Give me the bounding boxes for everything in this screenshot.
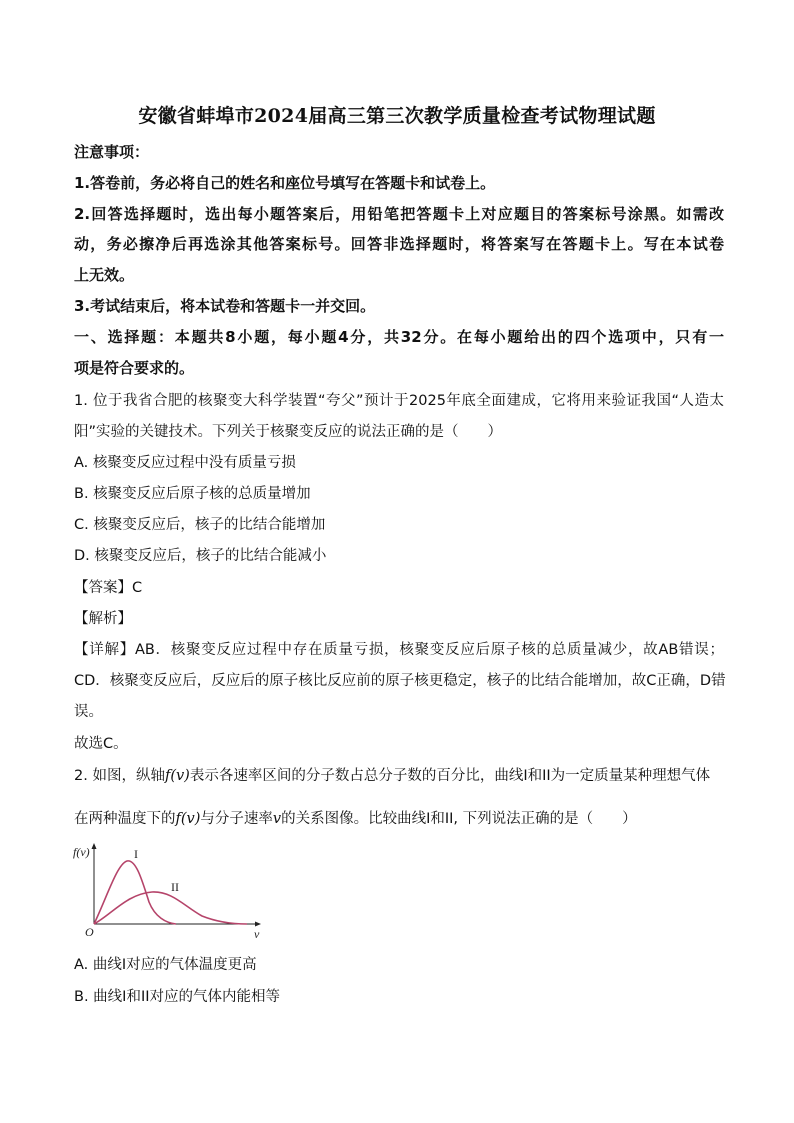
section-heading-line-1: 一、选择题：本题共8小题，每小题4分，共32分。在每小题给出的四个选项中，只有一 [74, 328, 724, 346]
origin-label: O [85, 925, 94, 939]
question-1-option-d: D. 核聚变反应后，核子的比结合能减小 [74, 548, 327, 564]
question-2-line-2-end: 的关系图像。比较曲线I和II, 下列说法正确的是（ ） [281, 811, 637, 827]
notice-item-1: 1.答卷前，务必将自己的姓名和座位号填写在答题卡和试卷上。 [74, 174, 496, 192]
question-2-line-1 [74, 764, 724, 785]
curve-i [94, 861, 176, 924]
section-heading-line-2: 项是符合要求的。 [74, 359, 195, 377]
notice-item-2-line-3: 上无效。 [74, 266, 135, 284]
page-title: 安徽省蚌埠市2024届高三第三次教学质量检查考试物理试题 [138, 105, 656, 127]
question-1-option-a: A. 核聚变反应过程中没有质量亏损 [74, 455, 296, 471]
notice-item-2-line-1: 2.回答选择题时，选出每小题答案后，用铅笔把答题卡上对应题目的答案标号涂黑。如需改 [74, 205, 724, 223]
question-2-line-1-start: 2. 如图，纵轴 [74, 768, 165, 784]
question-2-option-a: A. 曲线I对应的气体温度更高 [74, 957, 257, 973]
question-2-line-2 [74, 807, 724, 828]
curve-ii-label: II [171, 880, 179, 894]
question-1-analysis-heading: 【解析】 [74, 611, 132, 627]
x-axis-arrow [255, 922, 261, 927]
y-axis-label: f(v) [73, 845, 90, 859]
question-1-option-c: C. 核聚变反应后，核子的比结合能增加 [74, 517, 326, 533]
question-1-detail-line-2: CD．核聚变反应后，反应后的原子核比反应前的原子核更稳定，核子的比结合能增加，故C正确，D错 [74, 673, 726, 689]
curve-i-label: I [134, 847, 138, 861]
v-symbol: v [272, 811, 282, 827]
y-axis-arrow [92, 843, 97, 849]
question-1-answer: 【答案】C [74, 580, 143, 596]
fv-symbol: f(v) [164, 768, 190, 784]
notice-item-2-line-2: 动，务必擦净后再选涂其他答案标号。回答非选择题时，将答案写在答题卡上。写在本试卷 [74, 235, 724, 253]
question-2-option-b: B. 曲线I和II对应的气体内能相等 [74, 989, 280, 1005]
question-2-line-2-middle: 与分子速率 [200, 811, 273, 827]
fv-symbol: f(v) [175, 811, 201, 827]
question-1-detail-line-1: 【详解】AB．核聚变反应过程中存在质量亏损，核聚变反应后原子核的总质量减少，故AB错误； [74, 642, 724, 658]
question-1-detail-line-3: 误。 [74, 704, 103, 720]
question-1-line-2: 阳”实验的关键技术。下列关于核聚变反应的说法正确的是（ ） [74, 424, 503, 440]
notice-heading: 注意事项： [74, 143, 150, 161]
question-1-option-b: B. 核聚变反应后原子核的总质量增加 [74, 486, 311, 502]
question-1-line-1: 1. 位于我省合肥的核聚变大科学装置“夸父”预计于2025年底全面建成，它将用来验证我国“人造太 [74, 393, 724, 409]
question-1-conclusion: 故选C。 [74, 736, 128, 752]
question-2-line-1-end: 表示各速率区间的分子数占总分子数的百分比，曲线I和II为一定质量某种理想气体 [189, 768, 711, 784]
speed-distribution-graph [72, 842, 272, 942]
curve-ii [94, 892, 247, 924]
question-2-line-2-start: 在两种温度下的 [74, 811, 176, 827]
x-axis-label: v [254, 927, 260, 941]
notice-item-3: 3.考试结束后，将本试卷和答题卡一并交回。 [74, 297, 376, 315]
